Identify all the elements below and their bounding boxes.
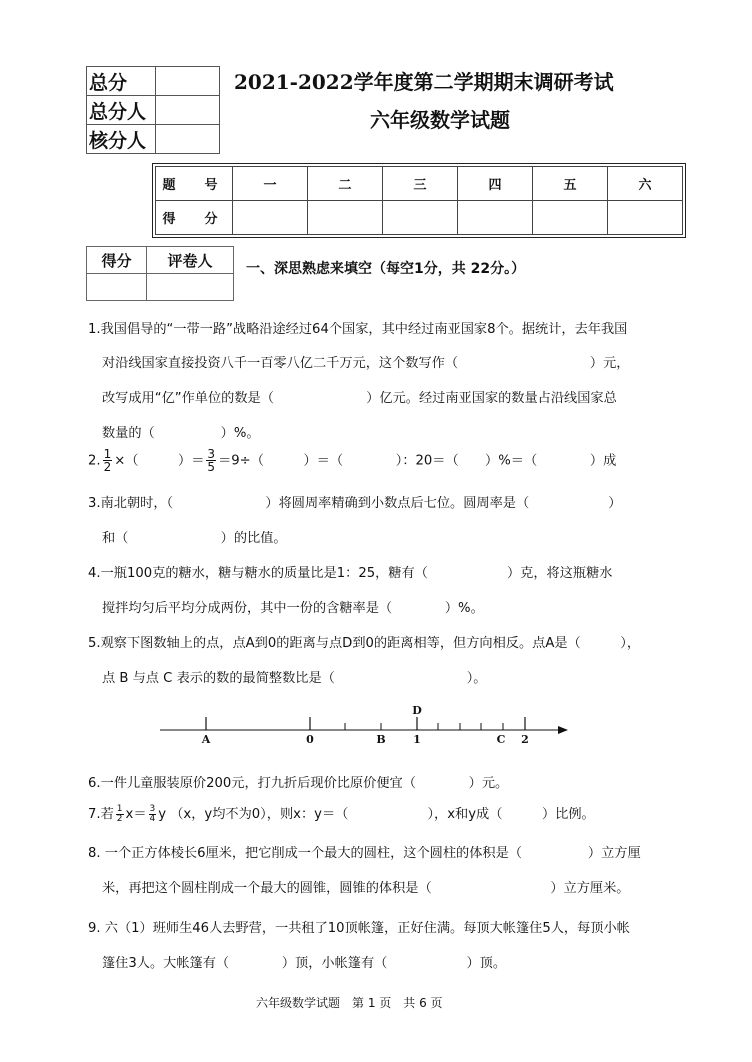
total-scorer-row [87, 96, 220, 125]
number-line [160, 702, 580, 746]
section-score-cell-5[interactable] [533, 201, 608, 235]
exam-title: 2021-2022学年度第二学期期末调研考试 [234, 70, 614, 94]
total-score-table [86, 66, 220, 154]
question-8-line-2: 米，再把这个圆柱削成一个最大的圆锥，圆锥的体积是（ ）立方厘米。 [102, 881, 630, 896]
fraction-denominator: 2 [103, 460, 112, 474]
question-6: 6.一件儿童服装原价200元，打九折后现价比原价便宜（ ）元。 [88, 776, 509, 791]
section-score-cell-6[interactable] [608, 201, 683, 235]
fraction-denominator: 5 [207, 460, 216, 474]
checker-row [87, 125, 220, 154]
grader-table [86, 246, 234, 301]
section-col-6: 六 [608, 167, 683, 201]
grader-name-cell[interactable] [146, 274, 233, 301]
total-score-cell[interactable] [156, 67, 220, 96]
question-1-line-1: 1.我国倡导的“一带一路”战略沿途经过64个国家，其中经过南亚国家8个。据统计，去年我国 [88, 322, 628, 337]
section-1-heading: 一、深思熟虑来填空（每空1分，共 22分。） [246, 261, 526, 277]
grader-score-cell[interactable] [87, 274, 147, 301]
grader-input-row [87, 274, 234, 301]
grader-score-label: 得分 [87, 247, 147, 274]
section-score-cell-3[interactable] [383, 201, 458, 235]
number-line-arrow [558, 726, 568, 734]
fraction-denominator: 4 [149, 813, 156, 824]
question-1-line-2: 对沿线国家直接投资八千一百零八亿二千万元，这个数写作（ ）元， [102, 356, 630, 371]
checker-cell[interactable] [156, 125, 220, 154]
section-col-4: 四 [458, 167, 533, 201]
fraction-one-half [116, 805, 124, 824]
total-scorer-cell[interactable] [156, 96, 220, 125]
question-3-line-2: 和（ ）的比值。 [102, 531, 287, 546]
total-score-row [87, 67, 220, 96]
exam-subtitle: 六年级数学试题 [370, 108, 510, 132]
section-score-cell-4[interactable] [458, 201, 533, 235]
fraction-numerator: 3 [207, 447, 216, 461]
question-9-line-2: 篷住3人。大帐篷有（ ）顶，小帐篷有（ ）顶。 [102, 956, 507, 971]
page-footer: 六年级数学试题 第 1 页 共 6 页 [256, 996, 443, 1010]
section-score-table [155, 166, 683, 235]
question-number-header: 题 号 [156, 167, 233, 201]
label-b: B [376, 733, 386, 746]
label-c: C [496, 733, 506, 746]
grader-header-row [87, 247, 234, 274]
fraction-denominator: 2 [116, 813, 123, 824]
total-scorer-label: 总分人 [87, 96, 156, 125]
checker-label: 核分人 [87, 125, 156, 154]
section-col-5: 五 [533, 167, 608, 201]
grader-name-label: 评卷人 [146, 247, 233, 274]
question-8-line-1: 8. 一个正方体棱长6厘米，把它削成一个最大的圆柱，这个圆柱的体积是（ ）立方厘 [88, 846, 641, 861]
question-1-line-3: 改写成用“亿”作单位的数是（ ）亿元。经过南亚国家的数量占沿线国家总 [102, 391, 617, 406]
section-col-3: 三 [383, 167, 458, 201]
question-7-part-1: x＝ [125, 807, 147, 822]
question-number-row [156, 167, 683, 201]
question-9-line-1: 9. 六（1）班师生46人去野营，一共租了10顶帐篷，正好住满。每顶大帐篷住5人，每顶小帐 [88, 921, 630, 936]
section-score-header: 得 分 [156, 201, 233, 235]
question-2 [88, 448, 616, 473]
total-score-label: 总分 [87, 67, 156, 96]
section-score-frame [152, 163, 686, 238]
question-2-part-1: ×（ ）＝ [114, 453, 205, 469]
fraction-three-fifths [206, 448, 216, 473]
section-col-1: 一 [233, 167, 308, 201]
section-col-2: 二 [308, 167, 383, 201]
question-7 [88, 803, 595, 824]
label-one: 1 [413, 733, 421, 746]
label-d: D [412, 704, 422, 717]
question-4-line-1: 4.一瓶100克的糖水，糖与糖水的质量比是1：25，糖有（ ）克，将这瓶糖水 [88, 566, 613, 581]
label-two: 2 [521, 733, 529, 746]
question-2-part-2: ＝9÷（ ）＝（ ）：20＝（ ）%＝（ ）成 [218, 453, 617, 469]
question-2-prefix: 2. [88, 453, 101, 469]
fraction-numerator: 3 [149, 803, 156, 814]
section-score-cell-1[interactable] [233, 201, 308, 235]
label-a: A [201, 733, 211, 746]
question-5-line-2: 点 B 与点 C 表示的数的最简整数比是（ ）。 [102, 671, 487, 686]
question-1-line-4: 数量的（ ）%。 [102, 426, 260, 441]
fraction-three-quarters [149, 805, 157, 824]
question-3-line-1: 3.南北朝时，（ ）将圆周率精确到小数点后七位。圆周率是（ ） [88, 496, 622, 511]
fraction-one-half [103, 448, 113, 473]
section-score-cell-2[interactable] [308, 201, 383, 235]
question-7-prefix: 7.若 [88, 807, 114, 822]
question-5-line-1: 5.观察下图数轴上的点，点A到0的距离与点D到0的距离相等，但方向相反。点A是（ ）， [88, 636, 641, 651]
fraction-numerator: 1 [103, 447, 112, 461]
fraction-numerator: 1 [116, 803, 123, 814]
label-zero: 0 [306, 733, 314, 746]
question-7-part-2: y （x，y均不为0），则x：y＝（ ），x和y成（ ）比例。 [158, 807, 595, 822]
question-4-line-2: 搅拌均匀后平均分成两份，其中一份的含糖率是（ ）%。 [102, 601, 484, 616]
section-score-row [156, 201, 683, 235]
